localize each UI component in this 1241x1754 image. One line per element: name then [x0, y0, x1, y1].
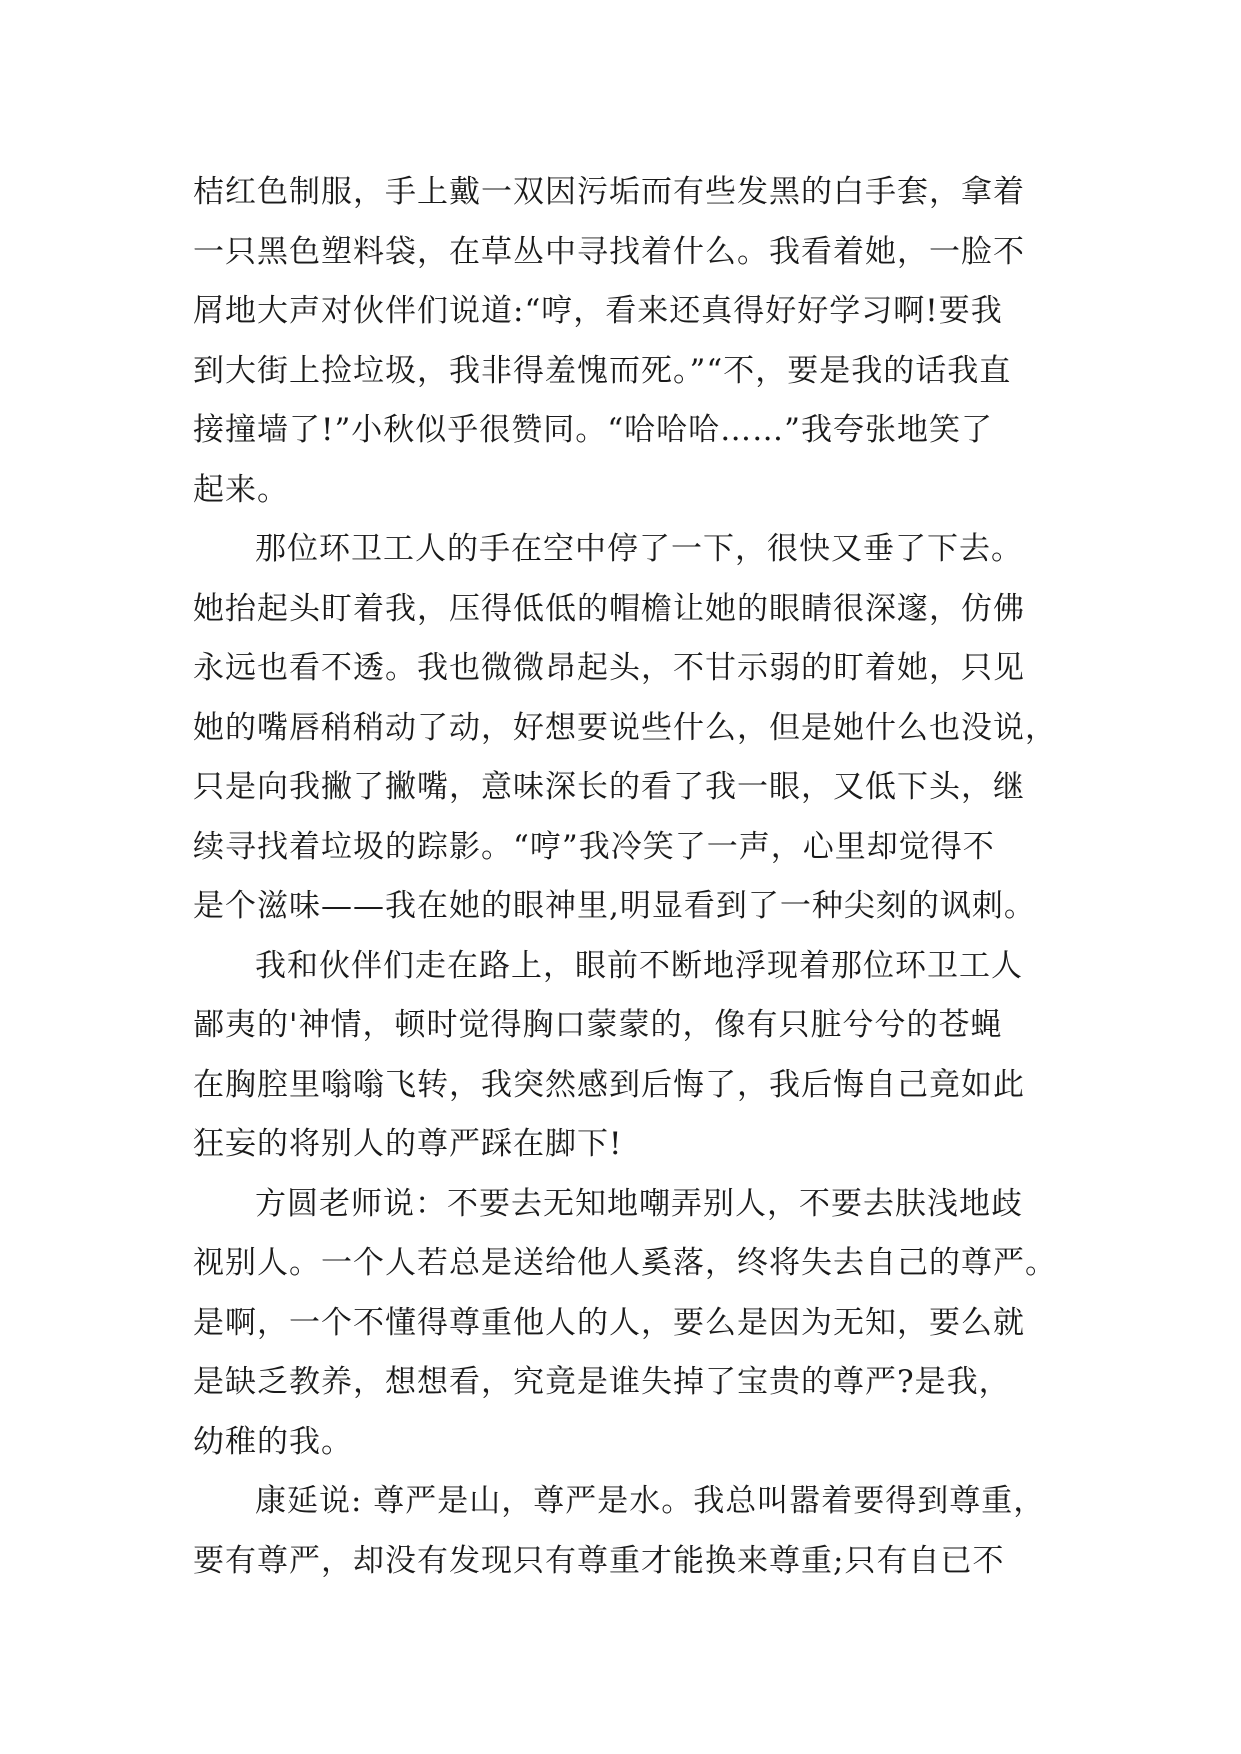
paragraph-3 [193, 937, 1073, 1175]
text-line: 只是向我撇了撇嘴，意味深长的看了我一眼，又低下头，继 [193, 769, 1025, 805]
text-line: 幼稚的我。 [193, 1423, 353, 1460]
text-line: 一只黑色塑料袋，在草丛中寻找着什么。我看着她，一脸不 [193, 233, 1025, 270]
text-line: 永远也看不透。我也微微昂起头，不甘示弱的盯着她，只见 [193, 650, 1025, 686]
text-line: 要有尊严，却没有发现只有尊重才能换来尊重;只有自已不 [193, 1542, 1005, 1579]
text-line: 方圆老师说：不要去无知地嘲弄别人，不要去肤浅地歧 [255, 1185, 1023, 1222]
text-line: 续寻找着垃圾的踪影。“哼”我冷笑了一声，心里却觉得不 [193, 828, 995, 865]
text-line: 视别人。一个人若总是送给他人奚落，终将失去自己的尊严。 [193, 1245, 1057, 1281]
text-line: 在胸腔里嗡嗡飞转，我突然感到后悔了，我后悔自己竟如此 [193, 1066, 1025, 1103]
text-line: 是缺乏教养，想想看，究竟是谁失掉了宝贵的尊严?是我， [193, 1364, 1011, 1400]
text-line: 到大街上捡垃圾，我非得羞愧而死。”“不，要是我的话我直 [193, 352, 1012, 389]
text-line: 我和伙伴们走在路上，眼前不断地浮现着那位环卫工人 [255, 947, 1023, 984]
text-line: 狂妄的将别人的尊严踩在脚下! [193, 1126, 623, 1162]
text-line: 那位环卫工人的手在空中停了一下，很快又垂了下去。 [255, 531, 1023, 567]
paragraph-1 [193, 163, 1073, 520]
text-line: 起来。 [193, 471, 289, 508]
text-line: 接撞墙了!”小秋似乎很赞同。“哈哈哈……”我夸张地笑了 [193, 412, 993, 448]
text-line: 是啊，一个不懂得尊重他人的人，要么是因为无知，要么就 [193, 1304, 1025, 1341]
paragraph-2 [193, 520, 1073, 937]
text-line: 康延说: 尊严是山，尊严是水。我总叫嚣着要得到尊重， [255, 1483, 1046, 1519]
essay-body [193, 163, 1073, 1591]
text-line: 桔红色制服，手上戴一双因污垢而有些发黑的白手套，拿着 [193, 174, 1025, 210]
text-line: 屑地大声对伙伴们说道:“哼，看来还真得好好学习啊!要我 [193, 293, 1003, 329]
text-line: 是个滋味——我在她的眼神里,明显看到了一种尖刻的讽刺。 [193, 888, 1036, 924]
paragraph-5 [193, 1472, 1073, 1591]
text-line: 鄙夷的'神情，顿时觉得胸口蒙蒙的，像有只脏兮兮的苍蝇 [193, 1007, 1003, 1043]
paragraph-4 [193, 1175, 1073, 1473]
text-line: 她抬起头盯着我，压得低低的帽檐让她的眼睛很深邃，仿佛 [193, 590, 1025, 627]
text-line: 她的嘴唇稍稍动了动，好想要说些什么，但是她什么也没说， [193, 709, 1057, 746]
